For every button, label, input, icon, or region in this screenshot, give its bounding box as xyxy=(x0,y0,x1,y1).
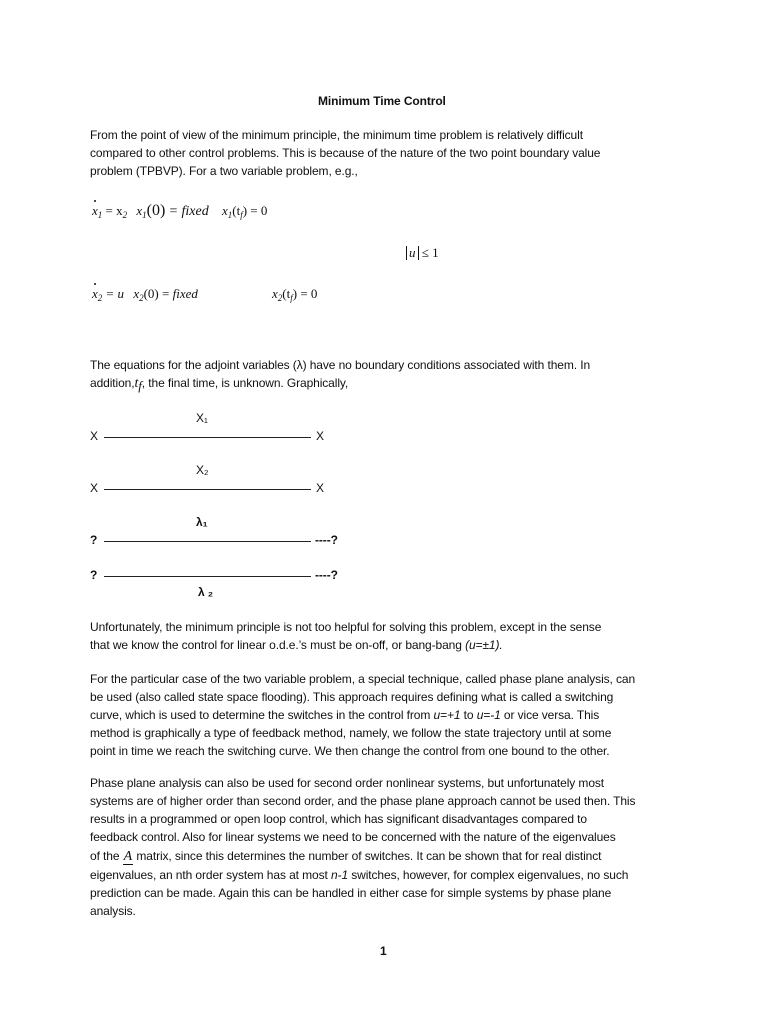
eq2-final-sub: 2 xyxy=(277,293,283,303)
paragraph-nonlinear xyxy=(90,774,690,920)
eq1-final-sub: 1 xyxy=(227,210,233,220)
p4-line-5 xyxy=(90,846,690,866)
intro-line-1: From the point of view of the minimum principle, the minimum time problem is relatively difficult xyxy=(90,128,583,142)
eq1-init-arg: (0) xyxy=(146,202,166,219)
diagram-x2-line xyxy=(104,489,311,490)
diagram-x2-label: X₂ xyxy=(196,463,209,477)
diagram-lambda1-end: ----? xyxy=(315,533,338,547)
paragraph-phase-plane xyxy=(90,670,690,760)
p3-line-2: be used (also called state space flooding). This approach requires defining what is called a switching xyxy=(90,690,614,704)
adjoint-tf-sub: f xyxy=(138,378,142,393)
diagram-x1-label: X₁ xyxy=(196,411,208,425)
eq2-lhs: x xyxy=(92,286,98,301)
page-number: 1 xyxy=(380,944,387,958)
equation-2-final xyxy=(272,286,317,303)
adjoint-line-2 xyxy=(90,374,690,395)
constraint-var: u xyxy=(406,246,419,260)
equation-2 xyxy=(92,286,198,303)
eq2-init-val: fixed xyxy=(172,286,198,301)
diagram-lambda1-label: λ₁ xyxy=(196,515,208,529)
adjoint-line-2-post: , the final time, is unknown. Graphically, xyxy=(141,376,349,390)
eq2-rhs: = u xyxy=(105,286,125,301)
diagram-x1-start: X xyxy=(90,429,98,443)
eq1-lhs-sub: 1 xyxy=(97,210,103,220)
p4-line-2: systems are of higher order than second order, and the phase plane approach cannot be used then. This xyxy=(90,794,636,808)
p4-n-minus-1: n-1 xyxy=(330,868,349,882)
p3-line-3-post: or vice versa. This xyxy=(500,708,600,722)
diagram-lambda2-end: ----? xyxy=(315,568,338,582)
p4-line-3: results in a programmed or open loop control, which has significant disadvantages compared to xyxy=(90,812,587,826)
eq1-final: x xyxy=(221,203,228,218)
p4-matrix-a: A xyxy=(123,849,133,864)
constraint-rel: ≤ 1 xyxy=(421,245,439,260)
eq1-rhs: = x xyxy=(105,203,123,218)
eq2-final-arg-sub: f xyxy=(290,293,293,303)
p3-to: to xyxy=(460,708,477,722)
diagram-x2-end: X xyxy=(316,481,324,495)
eq2-init: x xyxy=(133,286,140,301)
adjoint-tf: t xyxy=(134,376,139,391)
eq1-init: x xyxy=(136,203,143,218)
eq1-rhs-sub: 2 xyxy=(122,210,128,220)
paragraph-bang-bang xyxy=(90,618,690,654)
p3-u-minus: u=-1 xyxy=(476,708,501,722)
eq2-init-arg: (0) = xyxy=(143,286,170,301)
p4-line-6-post: switches, however, for complex eigenvalues, no such xyxy=(348,868,629,882)
p3-line-4: method is graphically a type of feedback method, namely, we follow the state trajectory until at some xyxy=(90,726,612,740)
p3-line-3 xyxy=(90,706,690,724)
diagram-lambda2-start: ? xyxy=(90,568,98,582)
p4-line-5-pre: of the xyxy=(90,849,123,863)
p3-line-1: For the particular case of the two variable problem, a special technique, called phase plane analysis, can xyxy=(90,672,636,686)
p4-line-5-post: matrix, since this determines the number of switches. It can be shown that for real distinct xyxy=(133,849,602,863)
eq1-init-sub: 1 xyxy=(142,210,147,220)
p4-line-6 xyxy=(90,866,690,884)
intro-paragraph xyxy=(90,126,690,180)
p4-line-4: feedback control. Also for linear systems we need to be concerned with the nature of the eigenvalues xyxy=(90,830,616,844)
p4-line-1: Phase plane analysis can also be used for second order nonlinear systems, but unfortunately most xyxy=(90,776,605,790)
page-title: Minimum Time Control xyxy=(318,94,446,108)
eq1-init-val: = fixed xyxy=(168,204,209,219)
eq1-final-arg-sub: f xyxy=(240,210,243,220)
eq1-final-arg-open: (t xyxy=(232,203,241,218)
diagram-lambda1-line xyxy=(104,541,311,542)
p2-line-2-ital: (u=±1). xyxy=(465,638,503,652)
diagram-lambda2-label: λ ₂ xyxy=(198,585,214,599)
equation-1 xyxy=(92,202,267,220)
p3-line-3-pre: curve, which is used to determine the switches in the control from xyxy=(90,708,434,722)
p2-line-2-pre: that we know the control for linear o.d.e.’s must be on-off, or bang-bang xyxy=(90,638,466,652)
intro-line-2: compared to other control problems. This is because of the nature of the two point boundary value xyxy=(90,146,601,160)
eq2-lhs-sub: 2 xyxy=(97,293,103,303)
adjoint-line-1: The equations for the adjoint variables (λ) have no boundary conditions associated with them. In xyxy=(90,358,591,372)
eq2-final-arg-close: ) = 0 xyxy=(292,286,318,301)
p2-line-1: Unfortunately, the minimum principle is not too helpful for solving this problem, except in the sense xyxy=(90,620,602,634)
p3-u-plus: u=+1 xyxy=(433,708,461,722)
eq2-final: x xyxy=(272,286,278,301)
diagram-x1-line xyxy=(104,437,311,438)
adjoint-line-2-pre: addition, xyxy=(90,376,135,390)
control-constraint xyxy=(406,245,439,261)
p4-line-7: prediction can be made. Again this can be handled in either case for simple systems by phase plane xyxy=(90,886,612,900)
eq2-init-sub: 2 xyxy=(139,293,144,303)
p3-line-5: point in time we reach the switching curve. We then change the control from one bound to the other. xyxy=(90,744,610,758)
diagram-x2-start: X xyxy=(90,481,98,495)
diagram-x1-end: X xyxy=(316,429,324,443)
p2-line-2 xyxy=(90,636,690,654)
intro-line-3: problem (TPBVP). For a two variable problem, e.g., xyxy=(90,164,358,178)
p4-line-6-pre: eigenvalues, an nth order system has at most xyxy=(90,868,331,882)
eq2-final-arg-open: (t xyxy=(282,286,291,301)
diagram-lambda2-line xyxy=(104,576,311,577)
p4-line-8: analysis. xyxy=(90,904,136,918)
diagram-lambda1-start: ? xyxy=(90,533,98,547)
eq1-lhs: x xyxy=(92,203,98,218)
adjoint-paragraph xyxy=(90,356,690,395)
eq1-final-arg-close: ) = 0 xyxy=(242,203,268,218)
